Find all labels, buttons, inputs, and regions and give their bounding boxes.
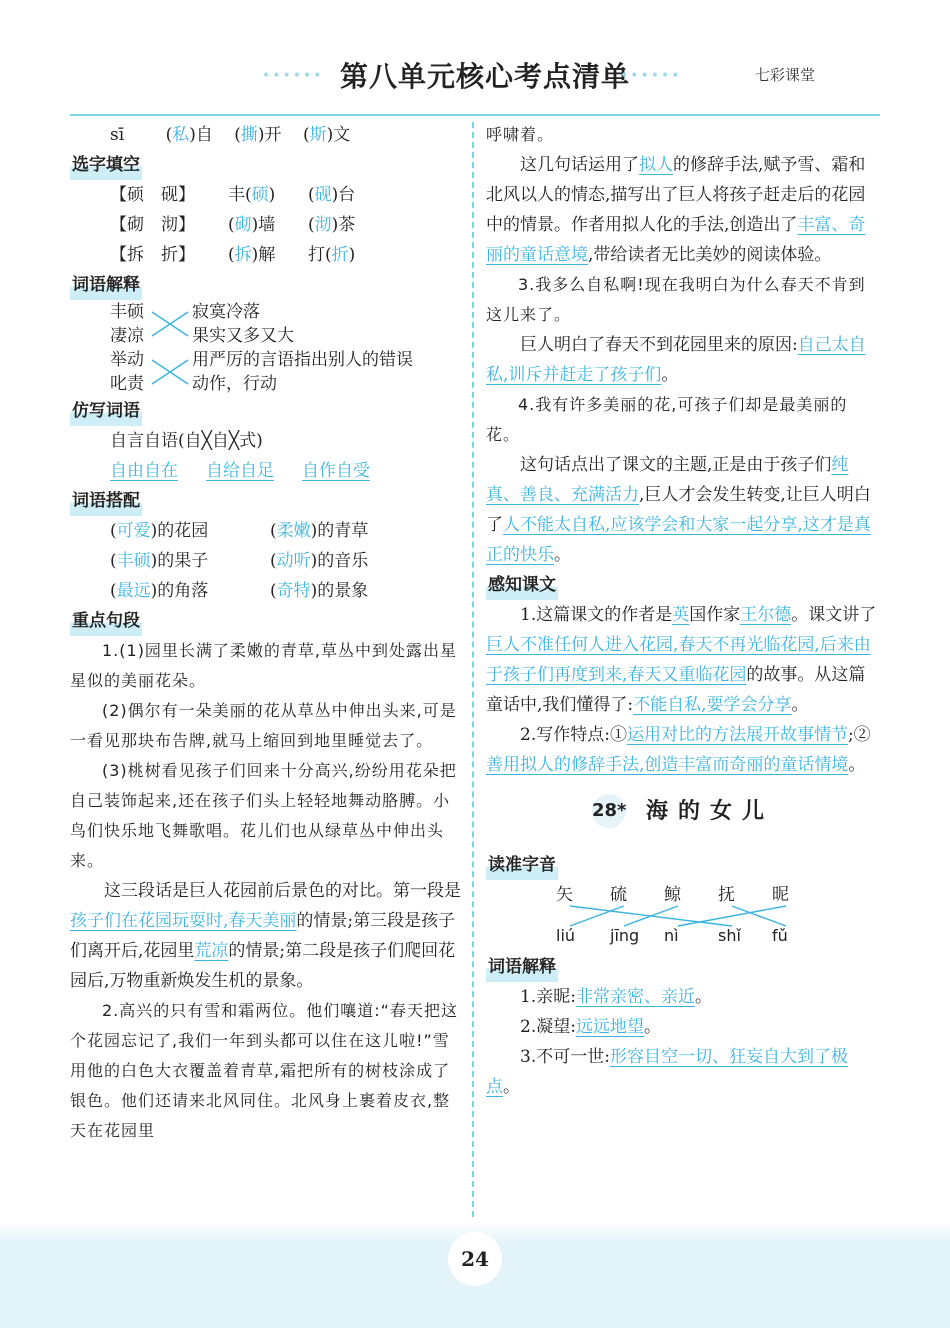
text: )的果子: [150, 551, 209, 571]
text: (: [270, 521, 277, 541]
answer: 可爱: [116, 521, 151, 541]
match-word: 叱责: [110, 374, 144, 394]
choose-list: [70, 180, 464, 270]
text: 。: [848, 755, 866, 775]
text: (: [270, 551, 277, 571]
word-part: 自: [195, 125, 213, 145]
choose-blank-2: [308, 245, 355, 265]
text: (: [110, 581, 117, 601]
analysis-5: [486, 330, 880, 390]
answer: 人不能太自私,应该学会和大家一起分享,这才是真正的快乐: [486, 515, 871, 565]
collocate-row: [70, 516, 464, 546]
pron-char: 硫: [610, 885, 627, 905]
text: ): [348, 245, 356, 265]
text: 这三段话是巨人花园前后景色的对比。第一段是: [104, 881, 461, 901]
text: 2.写作特点:①: [520, 725, 627, 745]
heading-text: 读准字音: [486, 850, 558, 880]
explain-1: [486, 982, 880, 1012]
collocate-row: [70, 546, 464, 576]
sentence-6: 4.我有许多美丽的花,可孩子们却是最美丽的花。: [486, 395, 848, 444]
imitate-model: 自言自语(自╳自╳式): [110, 431, 263, 451]
answer: 最远: [116, 581, 151, 601]
answer: 动听: [276, 551, 311, 571]
answer: 善用拟人的修辞手法,创造丰富而奇丽的童话情境: [486, 755, 849, 775]
text: 这句话点出了课文的主题,正是由于孩子们: [520, 455, 832, 475]
column-divider: [472, 122, 474, 1217]
answer: 王尔德: [740, 605, 792, 625]
heading-text: 词语解释: [70, 270, 142, 300]
text: 1.这篇课文的作者是: [520, 605, 673, 625]
section-heading-read: [486, 850, 880, 880]
sentence-4-continued: 呼啸着。: [486, 125, 555, 144]
imitate-answers: [70, 456, 464, 486]
answer: 形容目空一切、狂妄自大到了极点: [486, 1047, 848, 1097]
lesson-title: 海的女儿: [645, 798, 774, 824]
pron-pinyin: jīng: [610, 926, 640, 945]
answer: 丰富、奇丽的童话意境: [486, 215, 866, 265]
text: ): [268, 185, 276, 205]
answer: 砌: [234, 215, 252, 235]
collocate-list: [70, 516, 464, 606]
section-heading-sentences: [70, 606, 464, 636]
text: 。: [694, 987, 712, 1007]
answer: 丰硕: [116, 551, 151, 571]
pron-pinyin: liú: [556, 926, 576, 945]
match-word: 丰硕: [110, 302, 144, 322]
text: (: [228, 215, 235, 235]
heading-text: 选字填空: [70, 150, 142, 180]
page-title: 第八单元核心考点清单: [340, 60, 631, 93]
text: )的角落: [150, 581, 209, 601]
sentence-4: 2.高兴的只有雪和霜两位。他们嚷道:“春天把这个花园忘记了,我们一年到头都可以住在这儿啦!”雪用他的白色大衣覆盖着青草,霜把所有的树枝涂成了银色。他们还请来北风同住。北风身上裹着皮衣,整天在花园里: [70, 1001, 458, 1140]
answer: 英: [672, 605, 690, 625]
text: 的故事。从这篇童话中,我们懂得了:: [486, 665, 866, 715]
lesson-heading: [486, 780, 880, 850]
answer: 自己太自私,训斥并赶走了孩子们: [486, 335, 866, 385]
match-definition: 动作，行动: [192, 374, 277, 394]
word-matching: [70, 300, 464, 396]
choose-row: [70, 240, 464, 270]
choose-blank-1: [228, 180, 308, 210]
explain-3: [486, 1042, 880, 1102]
text: 的修辞手法,赋予雪、霜和北风以人的情态,描写出了巨人将孩子赶走后的花园中的情景。作者用拟人化的手法,创造出了: [486, 155, 866, 235]
text: (: [270, 581, 277, 601]
analysis-4: [486, 150, 880, 270]
answer: 运用对比的方法展开故事情节: [626, 725, 848, 745]
sentence-3: (3)桃树看见孩子们回来十分高兴,纷纷用花朵把自己装饰起来,还在孩子们头上轻轻地舞动胳膊。小鸟们快乐地飞舞歌唱。花儿们也从绿草丛中伸出头来。: [70, 761, 457, 870]
answer: 沏: [314, 215, 332, 235]
text: (: [110, 521, 117, 541]
imitate-answer: 自作自受: [302, 461, 370, 481]
match-word: 举动: [110, 350, 144, 370]
answer: 硕: [251, 185, 269, 205]
imitate-answer: 自给自足: [206, 461, 274, 481]
text: 丰(: [228, 185, 252, 205]
text: 的情景;第二段是孩子们爬回花园后,万物重新焕发生机的景象。: [70, 941, 456, 991]
page-footer: [0, 1222, 950, 1328]
section-heading-explain: [70, 270, 464, 300]
answer: 柔嫩: [276, 521, 311, 541]
answer: 巨人不准任何人进入花园,春天不再光临花园,后来由于孩子们再度到来,春天又重临花园: [486, 635, 871, 685]
heading-text: 词语解释: [486, 952, 558, 982]
text: 。: [791, 695, 809, 715]
text: )的青草: [310, 521, 369, 541]
pron-pinyin: shǐ: [718, 926, 741, 945]
section-heading-imitate: [70, 396, 464, 426]
choose-row: [70, 180, 464, 210]
collocate-row: [70, 576, 464, 606]
section-heading-explain-2: [486, 952, 880, 982]
pinyin-row-si: sī (私)自 (撕)开 (斯)文: [110, 125, 351, 145]
text: 。: [503, 1077, 520, 1097]
section-heading-collocate: [70, 486, 464, 516]
answer: 孩子们在花园玩耍时,春天美丽: [70, 911, 297, 931]
text: (: [308, 215, 315, 235]
pinyin-row: [556, 926, 826, 945]
text: )的音乐: [310, 551, 369, 571]
answer: 远远地望: [575, 1017, 644, 1037]
char-row: [556, 880, 826, 905]
pinyin-si: sī: [110, 125, 125, 145]
perceive-2: [486, 720, 880, 780]
heading-text: 重点句段: [70, 606, 142, 636]
pron-char: 鲸: [664, 885, 681, 905]
text: 。: [661, 365, 679, 385]
choose-blank-1: [228, 210, 308, 240]
pron-char: 抚: [718, 885, 735, 905]
choose-pair: 【硕 砚】: [110, 185, 195, 205]
heading-text: 感知课文: [486, 570, 558, 600]
imitate-answer: 自由自在: [110, 461, 178, 481]
answer: 折: [331, 245, 349, 265]
text: )的景象: [310, 581, 369, 601]
sentence-1: 1.(1)园里长满了柔嫩的青草,草丛中到处露出星星似的美丽花朵。: [70, 641, 458, 690]
header-dots-right: ••••••: [620, 68, 682, 84]
match-definition: 果实又多又大: [192, 326, 294, 346]
choose-row: [70, 210, 464, 240]
brand-label: 七彩课堂: [755, 66, 816, 84]
text: ,巨人才会发生转变,让巨人明白了: [486, 485, 871, 535]
text: 打(: [308, 245, 332, 265]
answer: 拆: [234, 245, 252, 265]
match-definitions: [192, 300, 413, 396]
answer-si-1: 私: [172, 125, 190, 145]
analysis-1: [70, 876, 464, 996]
text: 3.不可一世:: [520, 1047, 610, 1067]
text: (: [308, 185, 315, 205]
text: )茶: [331, 215, 356, 235]
pronunciation-lines: [556, 904, 806, 928]
pronunciation-matching: [486, 880, 880, 952]
page-header: [0, 55, 950, 95]
choose-blank-2: [308, 185, 355, 205]
text: 的情景;第三段是孩子们离开后,花园里: [70, 911, 456, 961]
header-dots-left: ••••••: [262, 68, 324, 84]
collocate-item-1: [110, 546, 270, 576]
collocate-item-2: [270, 521, 368, 541]
answer: 纯真、善良、充满活力: [486, 455, 849, 505]
page-number: 24: [448, 1232, 502, 1286]
answer: 非常亲密、亲近: [575, 987, 695, 1007]
section-heading-choose: [70, 150, 464, 180]
answer-si-3: 斯: [309, 125, 327, 145]
text: )台: [331, 185, 356, 205]
heading-text: 词语搭配: [70, 486, 142, 516]
text: 。: [643, 1017, 661, 1037]
text: )墙: [251, 215, 276, 235]
word-part: 开: [264, 125, 282, 145]
match-word: 凄凉: [110, 326, 144, 346]
collocate-item-1: [110, 516, 270, 546]
text: 2.凝望:: [520, 1017, 576, 1037]
choose-blank-2: [308, 215, 355, 235]
collocate-item-2: [270, 581, 368, 601]
pron-pinyin: fǔ: [772, 926, 788, 945]
left-column: [70, 120, 464, 1146]
answer: 不能自私,要学会分享: [633, 695, 792, 715]
lesson-number: 28*: [592, 794, 626, 828]
text: 这几句话运用了: [520, 155, 639, 175]
choose-pair: 【砌 沏】: [110, 215, 195, 235]
text: ;②: [847, 725, 871, 745]
sentence-5: 3.我多么自私啊!现在我明白为什么春天不肯到这儿来了。: [486, 275, 866, 324]
text: 巨人明白了春天不到花园里来的原因:: [520, 335, 798, 355]
section-heading-perceive: [486, 570, 880, 600]
text: (: [228, 245, 235, 265]
pron-pinyin: nì: [664, 926, 679, 945]
match-definition: 用严厉的言语指出别人的错误: [192, 350, 413, 370]
answer: 拟人: [639, 155, 673, 175]
sentence-2: (2)偶尔有一朵美丽的花从草丛中伸出头来,可是一看见那块布告牌,就马上缩回到地里睡觉去了。: [70, 701, 457, 750]
match-definition: 寂寞冷落: [192, 302, 260, 322]
pron-char: 矢: [556, 885, 573, 905]
text: (: [110, 551, 117, 571]
right-column: [486, 120, 880, 1102]
text: )解: [251, 245, 276, 265]
header-rule: [70, 114, 880, 116]
choose-blank-1: [228, 240, 308, 270]
analysis-6: [486, 450, 880, 570]
answer: 砚: [314, 185, 332, 205]
text: 1.亲昵:: [520, 987, 576, 1007]
word-part: 文: [333, 125, 351, 145]
perceive-1: [486, 600, 880, 720]
answer: 奇特: [276, 581, 311, 601]
answer-si-2: 撕: [240, 125, 258, 145]
text: 。: [554, 545, 571, 565]
collocate-item-2: [270, 551, 368, 571]
pron-char: 昵: [772, 885, 789, 905]
text: ,带给读者无比美妙的阅读体验。: [588, 245, 832, 265]
explain-2: [486, 1012, 880, 1042]
answer: 荒凉: [194, 941, 229, 961]
text: 。课文讲了: [791, 605, 877, 625]
match-lines: [148, 300, 192, 396]
text: 国作家: [689, 605, 741, 625]
collocate-item-1: [110, 576, 270, 606]
choose-pair: 【拆 折】: [110, 245, 195, 265]
match-words: [110, 300, 144, 396]
text: )的花园: [150, 521, 209, 541]
heading-text: 仿写词语: [70, 396, 142, 426]
